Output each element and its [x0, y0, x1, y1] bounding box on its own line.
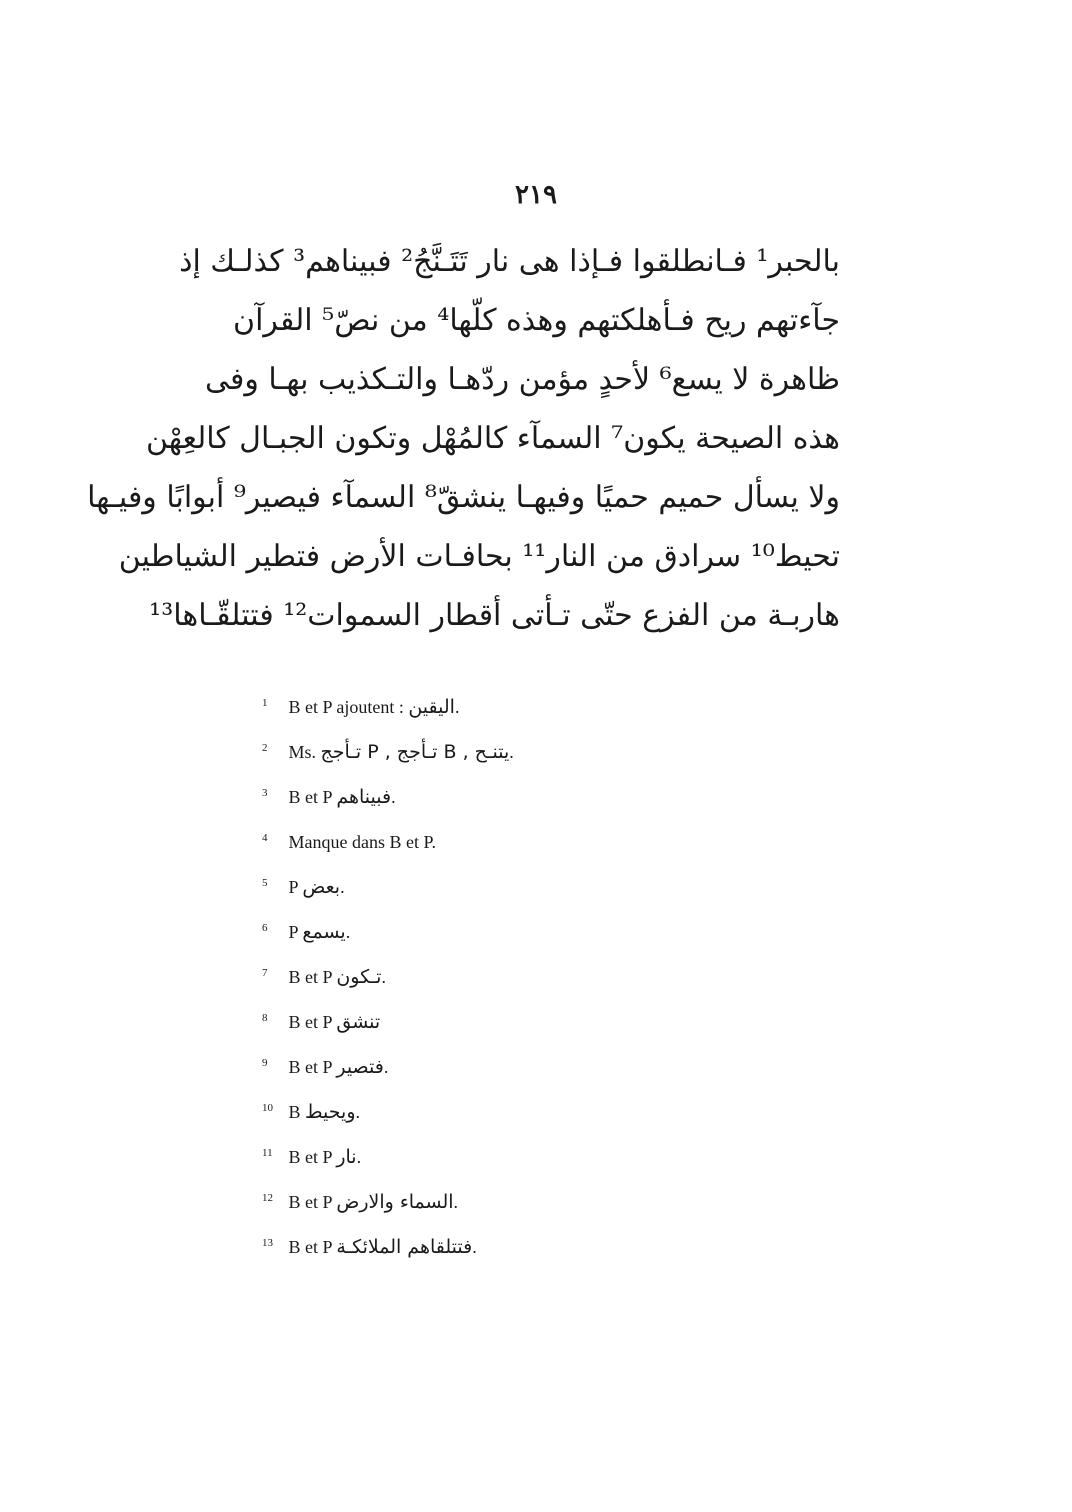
- footnote-label: P: [288, 922, 298, 942]
- footnote-label: B et P: [288, 1147, 332, 1167]
- footnote-number: 6: [262, 922, 268, 934]
- text-line: هذه الصيحة يكون⁷ السمآء كالمُهْل وتكون الجبـال كالعِهْن: [145, 421, 840, 456]
- footnote-end: .: [355, 1102, 361, 1122]
- footnote-2: [262, 733, 822, 778]
- footnote-13: [262, 1228, 822, 1273]
- page-number: ٢١٩: [515, 180, 557, 210]
- footnote-arabic: تـكون: [336, 966, 382, 988]
- footnote-label: B et P ajoutent :: [288, 697, 404, 717]
- footnote-label: B et P: [288, 1192, 332, 1212]
- footnote-10: [262, 1093, 822, 1138]
- text-line: جآءتهم ريح فـأهلكتهم وهذه كلّها⁴ من نصّ⁵ القرآن: [233, 303, 840, 338]
- footnote-end: .: [454, 697, 460, 717]
- footnote-number: 13: [262, 1237, 273, 1249]
- footnote-end: .: [381, 967, 386, 987]
- footnote-number: 3: [262, 787, 268, 799]
- footnote-arabic: اليقين: [408, 696, 455, 718]
- footnote-label: B et P: [288, 1237, 332, 1257]
- footnote-number: 12: [262, 1192, 273, 1204]
- footnote-arabic: فبيناهم: [336, 786, 392, 808]
- footnote-arabic: يسمع: [302, 921, 346, 943]
- footnote-label: Manque dans B et P.: [288, 832, 436, 852]
- footnote-number: 7: [262, 967, 268, 979]
- footnote-5: [262, 868, 822, 913]
- text-line: ولا يسأل حميم حميًا وفيهـا ينشقّ⁸ السمآء فيصير⁹ أبوابًا وفيـها: [87, 480, 840, 515]
- footnote-end: .: [356, 1147, 362, 1167]
- footnote-8: [262, 1003, 822, 1048]
- footnote-end: .: [340, 877, 345, 897]
- footnote-arabic: نار: [336, 1146, 357, 1168]
- footnote-number: 5: [262, 877, 268, 889]
- footnote-arabic: ويحيط: [305, 1101, 356, 1123]
- text-line: تحيط¹⁰ سرادق من النار¹¹ بحافـات الأرض فتطير الشياطين: [118, 539, 840, 574]
- footnote-number: 10: [262, 1102, 273, 1114]
- footnote-label: B et P: [288, 967, 332, 987]
- footnote-end: .: [383, 1057, 389, 1077]
- footnote-label: Ms.: [288, 742, 317, 762]
- footnote-arabic: تنشق: [336, 1011, 381, 1033]
- main-text: [87, 232, 840, 645]
- footnote-end: .: [509, 742, 514, 762]
- footnote-1: [262, 688, 822, 733]
- footnote-4: [262, 823, 822, 868]
- footnote-label: B et P: [288, 1057, 332, 1077]
- footnote-end: .: [345, 922, 351, 942]
- footnote-end: .: [472, 1237, 477, 1257]
- footnote-3: [262, 778, 822, 823]
- footnote-end: .: [453, 1192, 459, 1212]
- footnote-label: B: [288, 1102, 301, 1122]
- footnote-arabic: السماء والارض: [336, 1191, 454, 1213]
- footnote-end: .: [391, 787, 396, 807]
- footnote-11: [262, 1138, 822, 1183]
- footnote-number: 4: [262, 832, 268, 844]
- footnote-label: B et P: [288, 1012, 332, 1032]
- footnote-number: 1: [262, 697, 268, 709]
- footnote-number: 9: [262, 1057, 268, 1069]
- footnote-label: B et P: [288, 787, 332, 807]
- footnote-arabic: بعض: [302, 876, 341, 898]
- footnote-number: 2: [262, 742, 268, 754]
- footnote-6: [262, 913, 822, 958]
- footnote-number: 8: [262, 1012, 268, 1024]
- text-line: بالحبر¹ فـانطلقوا فـإذا هى نار تَتَـنَّجُ² فبيناهم³ كذلـك إذ: [179, 244, 840, 279]
- footnote-arabic: يتنـح , B تـأجج , P تـأجج: [320, 741, 510, 763]
- footnote-9: [262, 1048, 822, 1093]
- footnote-label: P: [288, 877, 298, 897]
- footnotes: [262, 688, 822, 1273]
- text-line: هاربـة من الفزع حتّى تـأتى أقطار السموات¹² فتتلقّـاها¹³: [149, 598, 840, 633]
- footnote-7: [262, 958, 822, 1003]
- footnote-arabic: فتصير: [336, 1056, 384, 1078]
- text-line: ظاهرة لا يسع⁶ لأحدٍ مؤمن ردّهـا والتـكذيب بهـا وفى: [205, 362, 840, 397]
- footnote-arabic: فتتلقاهم الملائكـة: [336, 1236, 473, 1258]
- footnote-number: 11: [262, 1147, 273, 1159]
- footnote-12: [262, 1183, 822, 1228]
